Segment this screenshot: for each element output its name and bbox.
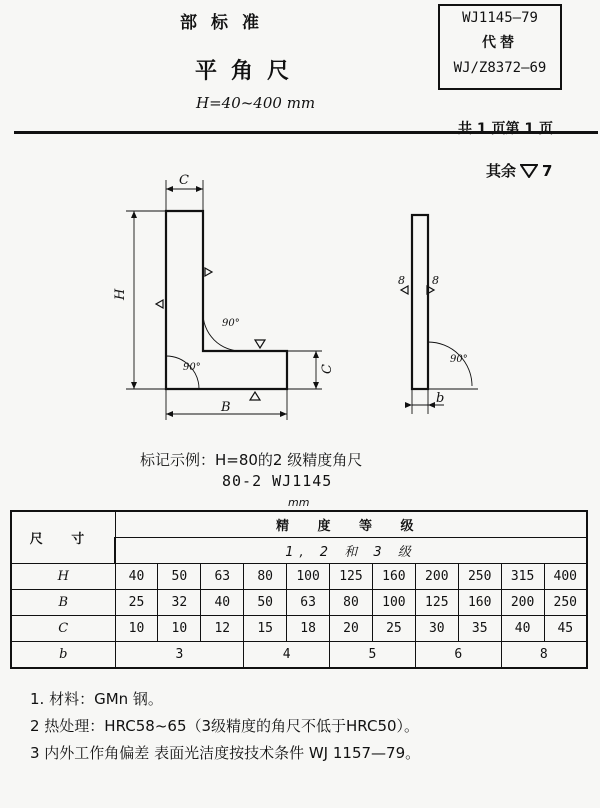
table-unit: mm [288,496,310,509]
table-cell: 63 [201,564,244,590]
table-cell: 32 [158,590,201,616]
table-cell: 200 [415,564,458,590]
dimension-table [10,510,588,669]
table-cell: 35 [458,616,501,642]
table-cell: 15 [244,616,287,642]
table-cell: 400 [544,564,587,590]
table-cell: 30 [415,616,458,642]
table-cell: 40 [501,616,544,642]
dim-b-label: B [221,400,231,415]
table-row-h [11,564,587,590]
roughness-8b: 8 [432,274,439,287]
table-cell: 8 [501,642,587,669]
table-cell: 250 [458,564,501,590]
dim-h-label: H [113,288,128,300]
note-heat-treatment: 2 热处理：HRC58~65（3级精度的角尺不低于HRC50）。 [30,717,420,735]
grade-subheader: 1, 2 和 3 级 [115,538,587,564]
ministry-standard-label: 部标准 [180,13,273,33]
table-cell: 100 [372,590,415,616]
row-label-b: B [11,590,115,616]
table-row-b [11,590,587,616]
grade-header: 精 度 等 级 [115,511,587,538]
table-row-c [11,616,587,642]
standard-number: WJ1145—79 [462,10,538,26]
table-cell: 6 [415,642,501,669]
table-cell: 5 [330,642,416,669]
table-cell: 50 [158,564,201,590]
size-range: H=40~400 mm [196,94,316,112]
dim-c-side-label: C [320,364,335,374]
angle-outer-label: 90° [183,362,201,373]
note-material: 1. 材料：GMn 钢。 [30,690,163,708]
dim-c-label: C [179,173,189,188]
table-cell: 10 [115,616,158,642]
table-cell: 12 [201,616,244,642]
table-cell: 40 [115,564,158,590]
table-row-b-small [11,642,587,669]
angle-right-label: 90° [450,354,468,365]
technical-notes [30,686,420,767]
table-cell: 25 [115,590,158,616]
table-cell: 200 [501,590,544,616]
table-cell: 45 [544,616,587,642]
table-header-row [11,511,587,538]
page-title: 平角尺 [195,59,304,84]
table-cell: 250 [544,590,587,616]
table-cell: 4 [244,642,330,669]
angle-inner-label: 90° [222,318,240,329]
table-cell: 20 [330,616,373,642]
table-cell: 160 [372,564,415,590]
row-label-b-small: b [11,642,115,669]
table-cell: 10 [158,616,201,642]
table-cell: 40 [201,590,244,616]
table-cell: 125 [330,564,373,590]
table-cell: 160 [458,590,501,616]
blade-side-view [412,215,428,389]
replaces-label: 代替 [482,35,518,51]
row-label-h: H [11,564,115,590]
note-tolerance: 3 内外工作角偏差 表面光洁度按技术条件 WJ 1157—79。 [30,744,421,762]
dim-b-small-label: b [436,391,445,406]
table-cell: 100 [287,564,330,590]
roughness-value: 7 [542,161,553,180]
marking-code: 80-2 WJ1145 [222,472,333,490]
marking-example: 标记示例：H=80的2 级精度角尺 [140,451,363,469]
replaced-standard: WJ/Z8372—69 [453,60,547,76]
table-cell: 50 [244,590,287,616]
table-cell: 25 [372,616,415,642]
table-cell: 80 [244,564,287,590]
table-cell: 3 [115,642,244,669]
roughness-8a: 8 [398,274,405,287]
table-cell: 18 [287,616,330,642]
table-cell: 80 [330,590,373,616]
table-cell: 63 [287,590,330,616]
row-label-c: C [11,616,115,642]
page-count: 共 1 页第 1 页 [458,121,553,137]
table-cell: 315 [501,564,544,590]
roughness-prefix: 其余 [486,162,517,180]
size-column-header: 尺 寸 [11,511,115,564]
arrowheads [131,186,435,417]
table-cell: 125 [415,590,458,616]
